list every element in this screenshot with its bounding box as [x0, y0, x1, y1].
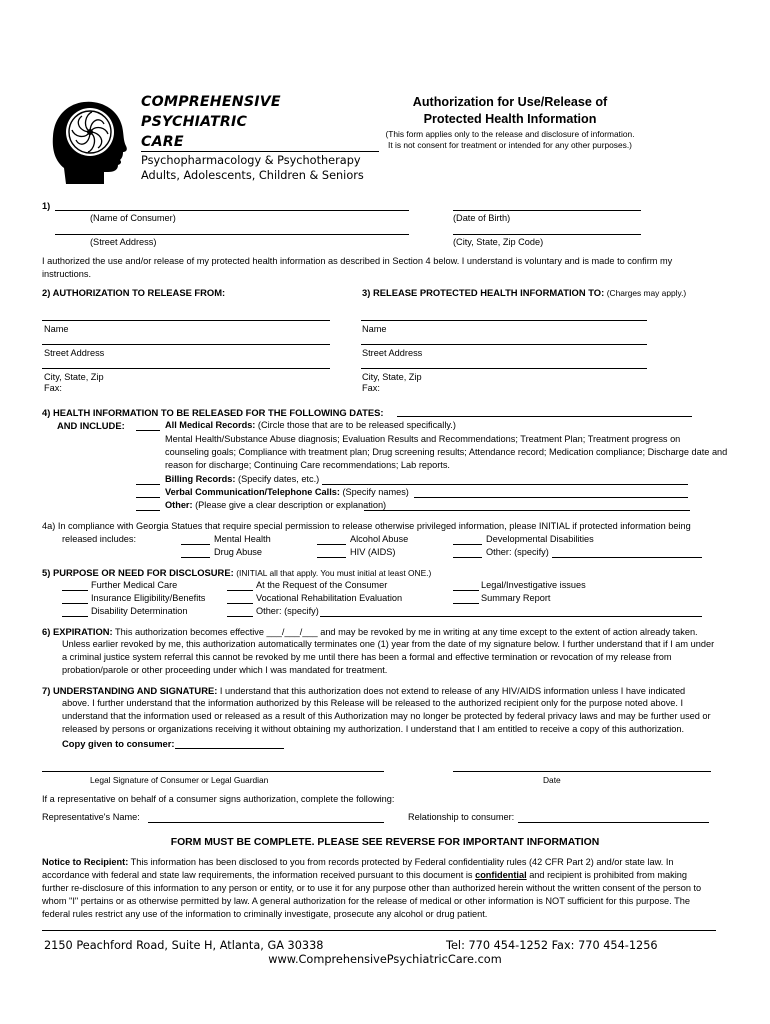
disability-label: Disability Determination: [91, 606, 188, 616]
other-records-note: (Please give a clear description or explanation): [192, 500, 387, 510]
form-subtitle-line1: (This form applies only to the release and disclosure of information.: [385, 129, 635, 139]
notice-line4: whom "I" pertains or as otherwise permitted by law. A general authorization for the release of medical or other information is NOT sufficient for this purpose. The: [42, 896, 690, 906]
city-state-zip-label: (City, State, Zip Code): [453, 237, 544, 247]
billing-records-item: [165, 473, 319, 486]
street-address-label: (Street Address): [90, 237, 157, 247]
street-address-field[interactable]: [55, 234, 409, 235]
billing-records-initial[interactable]: [136, 484, 160, 485]
and-include-label: AND INCLUDE:: [57, 420, 125, 431]
billing-records-note: (Specify dates, etc.): [235, 474, 320, 484]
signature-label: Legal Signature of Consumer or Legal Guardian: [90, 775, 269, 785]
medical-records-label: All Medical Records:: [165, 420, 256, 430]
section6-line3: a criminal justice system referral this cannot be revoked by me until there has been a formal and effective termination or revocation of my release from: [62, 652, 672, 662]
form-title-line1: Authorization for Use/Release of: [412, 95, 608, 109]
disability-initial[interactable]: [62, 616, 88, 617]
drug-abuse-label: Drug Abuse: [214, 547, 263, 557]
medical-records-detail1: Mental Health/Substance Abuse diagnosis; Evaluation Results and Recommendations; Treatment Plan; Treatment progress on: [165, 434, 681, 444]
dates-field[interactable]: [397, 416, 692, 417]
other-records-initial[interactable]: [136, 510, 160, 511]
section6-line2: Unless earlier revoked by me, this authorization automatically terminates one (1) year from the date of my signature below. I further understand that if I am under: [62, 639, 715, 649]
purpose-other-initial[interactable]: [227, 616, 253, 617]
alcohol-abuse-initial[interactable]: [317, 544, 346, 545]
verbal-communication-item: [165, 486, 409, 499]
consumer-name-field[interactable]: [55, 210, 409, 211]
further-care-initial[interactable]: [62, 590, 88, 591]
other-records-label: Other:: [165, 500, 193, 510]
org-tagline2: Adults, Adolescents, Children & Seniors: [141, 169, 364, 182]
purpose-other-field[interactable]: [320, 616, 702, 617]
special-other-label: Other: (specify): [486, 547, 549, 557]
special-other-initial[interactable]: [453, 557, 482, 558]
logo-head-icon: [44, 90, 134, 186]
insurance-label: Insurance Eligibility/Benefits: [91, 593, 206, 603]
alcohol-abuse-label: Alcohol Abuse: [350, 534, 409, 544]
other-records-item: [165, 499, 386, 512]
section4a-line2: released includes:: [62, 534, 137, 544]
authorization-statement-line1: I authorized the use and/or release of my protected health information as described in Section 4 below. I understand is voluntary and is made to confirm my: [42, 256, 673, 266]
vocational-label: Vocational Rehabilitation Evaluation: [256, 593, 403, 603]
billing-records-field[interactable]: [322, 484, 688, 485]
from-fax-label: Fax:: [44, 383, 62, 393]
copy-given-field[interactable]: [175, 748, 284, 749]
to-city-field[interactable]: [361, 368, 647, 369]
section6-line1: [42, 625, 698, 639]
from-street-label: Street Address: [44, 348, 105, 358]
from-name-label: Name: [44, 324, 69, 334]
medical-records-note: (Circle those that are to be released specifically.): [255, 420, 456, 430]
section3-title: 3) RELEASE PROTECTED HEALTH INFORMATION TO:: [362, 287, 605, 298]
drug-abuse-initial[interactable]: [181, 557, 210, 558]
notice-line3: further re-disclosure of this information to any person or entity, or to use it for any purpose other than authorized herein without the written consent of the person to: [42, 883, 702, 893]
section2-title: 2) AUTHORIZATION TO RELEASE FROM:: [42, 287, 226, 298]
section7-line1: [42, 684, 685, 698]
legal-initial[interactable]: [453, 590, 479, 591]
form-title-line2: Protected Health Information: [423, 112, 597, 126]
signature-field[interactable]: [42, 771, 384, 772]
from-city-label: City, State, Zip: [44, 372, 104, 382]
hiv-aids-label: HIV (AIDS): [350, 547, 396, 557]
notice-text1: This information has been disclosed to you from records protected by Federal confidentiality rules (42 CFR Part 2) and/or state law. In: [128, 857, 674, 867]
signature-date-field[interactable]: [453, 771, 711, 772]
signature-date-label: Date: [543, 775, 561, 785]
dob-label: (Date of Birth): [453, 213, 511, 223]
to-name-field[interactable]: [361, 320, 647, 321]
verbal-communication-initial[interactable]: [136, 497, 160, 498]
mental-health-initial[interactable]: [181, 544, 210, 545]
footer-website: www.ComprehensivePsychiatricCare.com: [268, 953, 502, 966]
consumer-request-label: At the Request of the Consumer: [256, 580, 388, 590]
representative-name-field[interactable]: [148, 822, 384, 823]
section6-title: 6) EXPIRATION:: [42, 626, 113, 637]
summary-initial[interactable]: [453, 603, 479, 604]
notice-line1: [42, 856, 674, 869]
from-city-field[interactable]: [42, 368, 330, 369]
section1-number: 1): [42, 201, 51, 211]
section5-header: [42, 566, 431, 580]
medical-records-initial[interactable]: [136, 430, 160, 431]
billing-records-label: Billing Records:: [165, 474, 236, 484]
form-complete-notice: FORM MUST BE COMPLETE. PLEASE SEE REVERSE FOR IMPORTANT INFORMATION: [170, 837, 600, 848]
developmental-disabilities-label: Developmental Disabilities: [486, 534, 594, 544]
notice-title: Notice to Recipient:: [42, 857, 129, 867]
notice-line5: federal rules restrict any use of the information to criminally investigate, prosecute any alcohol or drug patient.: [42, 909, 488, 919]
special-other-field[interactable]: [552, 557, 702, 558]
legal-label: Legal/Investigative issues: [481, 580, 586, 590]
summary-label: Summary Report: [481, 593, 551, 603]
to-fax-label: Fax:: [362, 383, 380, 393]
footer-divider: [42, 930, 716, 931]
relationship-field[interactable]: [518, 822, 709, 823]
org-name-line1: COMPREHENSIVE: [141, 94, 281, 110]
verbal-communication-note: (Specify names): [339, 487, 409, 497]
verbal-communication-field[interactable]: [414, 497, 688, 498]
to-name-label: Name: [362, 324, 387, 334]
section6-line4: probation/parole or other proceeding under which I was mandated for treatment.: [62, 665, 388, 675]
section5-note: (INITIAL all that apply. You must initial at least ONE.): [236, 568, 432, 578]
section4a-line1: 4a) In compliance with Georgia Statues that require special permission to release otherwise privileged information, please INITIAL if protected information being: [42, 521, 691, 531]
city-state-zip-field[interactable]: [453, 234, 641, 235]
copy-given-label: Copy given to consumer:: [62, 738, 175, 749]
other-records-field[interactable]: [364, 510, 690, 511]
section3-title-wrap: [362, 286, 686, 300]
section7-text1: I understand that this authorization does not extend to release of any HIV/AIDS information unless I have indicated: [217, 686, 686, 696]
mental-health-label: Mental Health: [214, 534, 271, 544]
notice-text2c: and recipient is prohibited from making: [526, 870, 687, 880]
from-street-field[interactable]: [42, 344, 330, 345]
section6-text1: This authorization becomes effective ___/___/___ and may be revoked by me in writing at any time except to the extent of action already taken.: [112, 627, 698, 637]
medical-records-detail3: reason for discharge; Continuing Care recommendations; Lab reports.: [165, 460, 450, 470]
section3-note: (Charges may apply.): [606, 288, 687, 298]
org-name-line3: CARE: [141, 134, 184, 150]
section7-title: 7) UNDERSTANDING AND SIGNATURE:: [42, 685, 218, 696]
footer-phone: Tel: 770 454-1252 Fax: 770 454-1256: [446, 939, 658, 952]
hiv-aids-initial[interactable]: [317, 557, 346, 558]
purpose-other-label: Other: (specify): [256, 606, 319, 616]
to-street-field[interactable]: [361, 344, 647, 345]
section7-line4: released by persons or organizations receiving it without obtaining my authorization. I understand that I am entitled to receive a copy of this authorization.: [62, 724, 685, 734]
notice-text2a: accordance with federal and state law requirements, the information received pursuant to this document is: [42, 870, 476, 880]
org-tagline1: Psychopharmacology & Psychotherapy: [141, 154, 361, 167]
org-divider: [141, 151, 379, 152]
developmental-disabilities-initial[interactable]: [453, 544, 482, 545]
section7-line2: above. I further understand that the information authorized by this Release will be released to the authorized recipient only for the purpose noted above. I: [62, 698, 684, 708]
org-name-line2: PSYCHIATRIC: [141, 114, 248, 130]
footer-address: 2150 Peachford Road, Suite H, Atlanta, GA 30338: [44, 939, 324, 952]
dob-field[interactable]: [453, 210, 641, 211]
relationship-label: Relationship to consumer:: [408, 812, 515, 822]
form-subtitle-line2: It is not consent for treatment or intended for any other purposes.): [388, 140, 632, 150]
section4-title: 4) HEALTH INFORMATION TO BE RELEASED FOR THE FOLLOWING DATES:: [42, 407, 384, 418]
medical-records-item: [165, 419, 456, 432]
authorization-statement-line2: instructions.: [42, 269, 92, 279]
section5-title: 5) PURPOSE OR NEED FOR DISCLOSURE:: [42, 567, 234, 578]
insurance-initial[interactable]: [62, 603, 88, 604]
section7-line3: understand that the information used or released as a result of this Authorization may no longer be protected by federal privacy laws and may be further used or: [62, 711, 711, 721]
representative-name-label: Representative's Name:: [42, 812, 140, 822]
consumer-request-initial[interactable]: [227, 590, 253, 591]
medical-records-detail2: counseling goals; Compliance with treatment plan; Drug screening results; Attendance record; Medication compliance; Discharge date and: [165, 447, 728, 457]
notice-confidential: confidential: [475, 870, 527, 880]
representative-intro: If a representative on behalf of a consumer signs authorization, complete the following:: [42, 794, 395, 804]
verbal-communication-label: Verbal Communication/Telephone Calls:: [165, 487, 340, 497]
further-care-label: Further Medical Care: [91, 580, 178, 590]
to-city-label: City, State, Zip: [362, 372, 422, 382]
consumer-name-label: (Name of Consumer): [90, 213, 176, 223]
vocational-initial[interactable]: [227, 603, 253, 604]
notice-line2: [42, 869, 687, 882]
from-name-field[interactable]: [42, 320, 330, 321]
to-street-label: Street Address: [362, 348, 423, 358]
